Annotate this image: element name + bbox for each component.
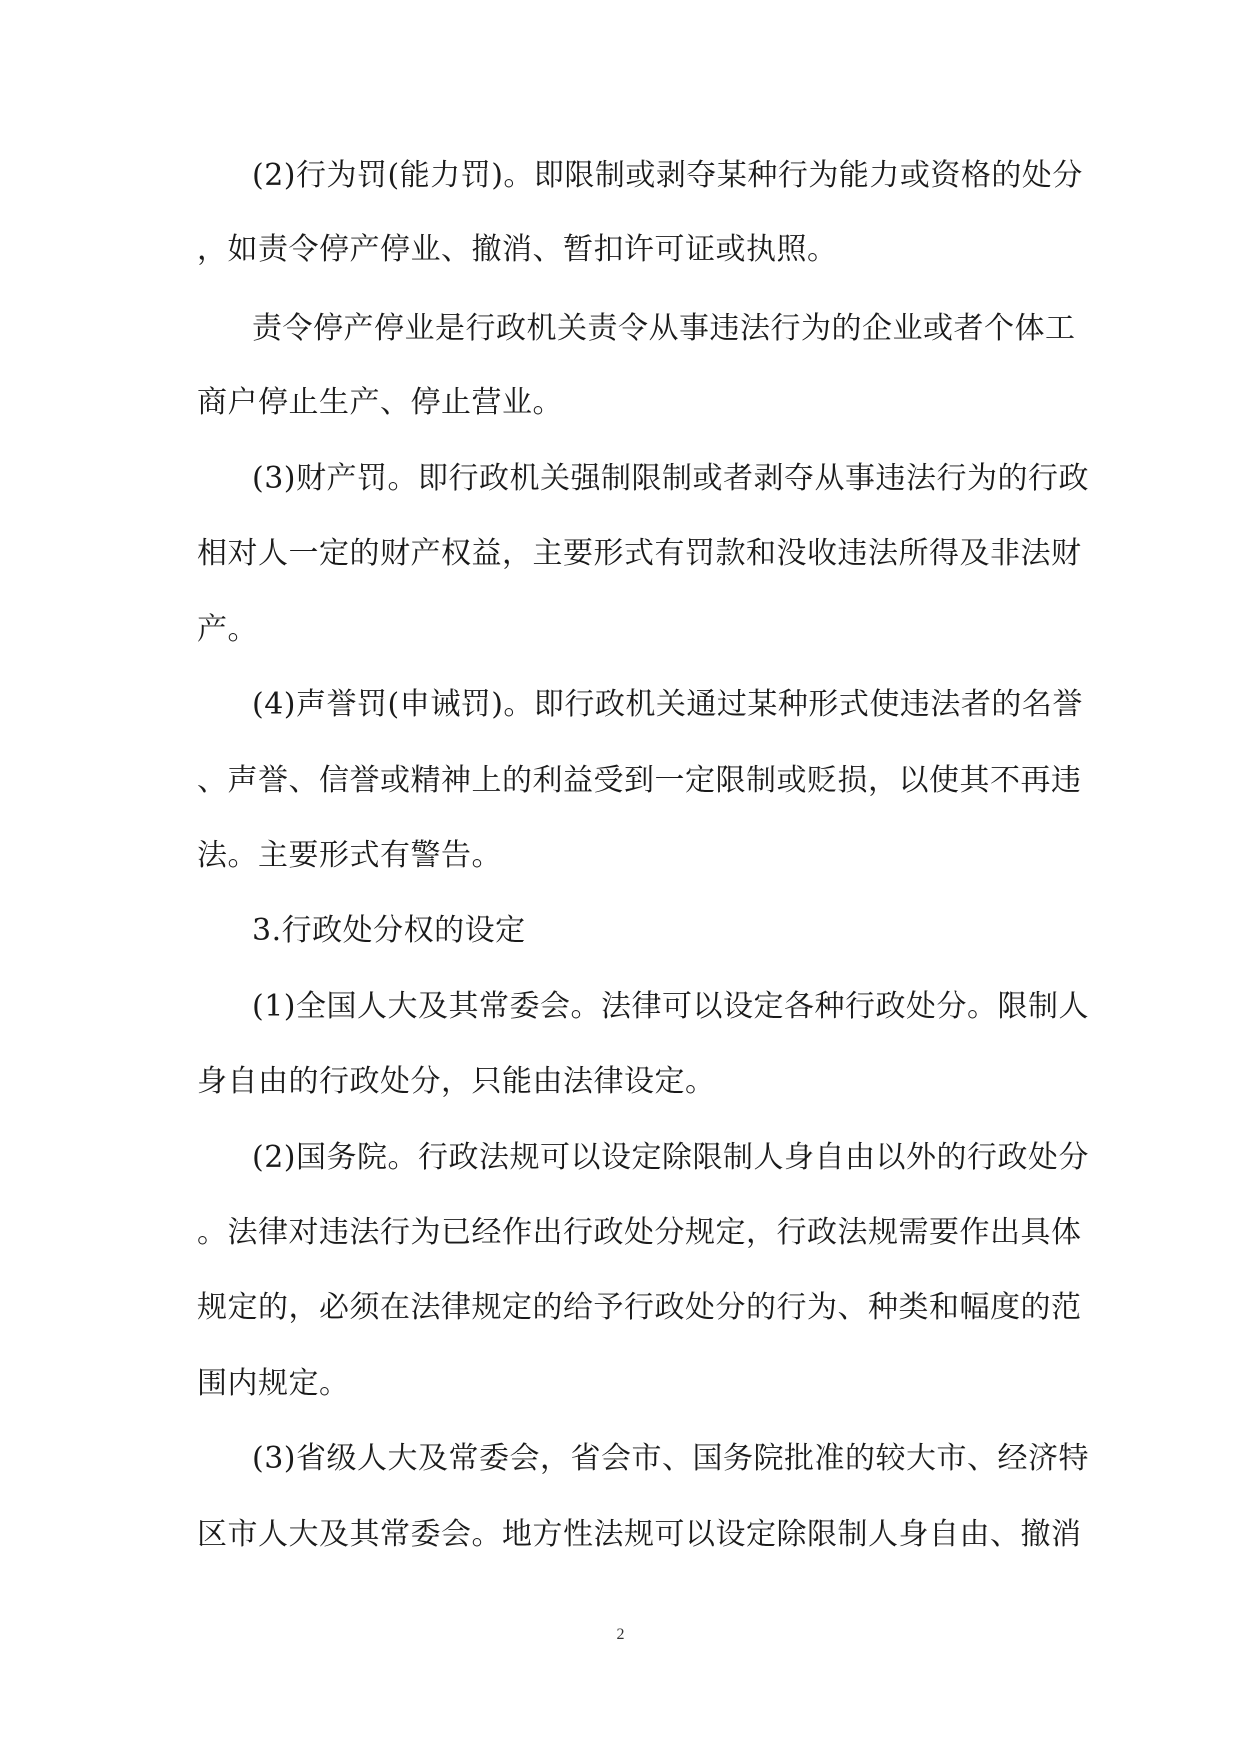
text-line: 区市人大及其常委会。地方性法规可以设定除限制人身自由、撤消 — [197, 1517, 1082, 1552]
text-line: (4)声誉罚(申诫罚)。即行政机关通过某种形式使违法者的名誉 — [252, 687, 1083, 722]
text-line: 责令停产停业是行政机关责令从事违法行为的企业或者个体工 — [252, 311, 1076, 346]
text-line: 围内规定。 — [197, 1366, 350, 1401]
text-line: (2)行为罚(能力罚)。即限制或剥夺某种行为能力或资格的处分 — [252, 158, 1083, 193]
text-line: ，如责令停产停业、撤消、暂扣许可证或执照。 — [197, 232, 838, 267]
text-line: 身自由的行政处分，只能由法律设定。 — [197, 1064, 716, 1099]
text-line: 商户停止生产、停止营业。 — [197, 385, 563, 420]
text-line: (2)国务院。行政法规可以设定除限制人身自由以外的行政处分 — [252, 1140, 1089, 1175]
text-line: 法。主要形式有警告。 — [197, 838, 502, 873]
text-line: (1)全国人大及其常委会。法律可以设定各种行政处分。限制人 — [252, 989, 1089, 1024]
page-number: 2 — [616, 1626, 625, 1643]
section-heading: 3.行政处分权的设定 — [252, 913, 526, 948]
text-line: 、声誉、信誉或精神上的利益受到一定限制或贬损，以使其不再违 — [197, 763, 1082, 798]
text-line: 规定的，必须在法律规定的给予行政处分的行为、种类和幅度的范 — [197, 1290, 1082, 1325]
text-line: (3)省级人大及常委会，省会市、国务院批准的较大市、经济特 — [252, 1441, 1089, 1476]
text-line: 产。 — [197, 612, 258, 647]
text-line: 。法律对违法行为已经作出行政处分规定，行政法规需要作出具体 — [197, 1215, 1082, 1250]
text-line: (3)财产罚。即行政机关强制限制或者剥夺从事违法行为的行政 — [252, 461, 1089, 496]
text-line: 相对人一定的财产权益，主要形式有罚款和没收违法所得及非法财 — [197, 536, 1082, 571]
